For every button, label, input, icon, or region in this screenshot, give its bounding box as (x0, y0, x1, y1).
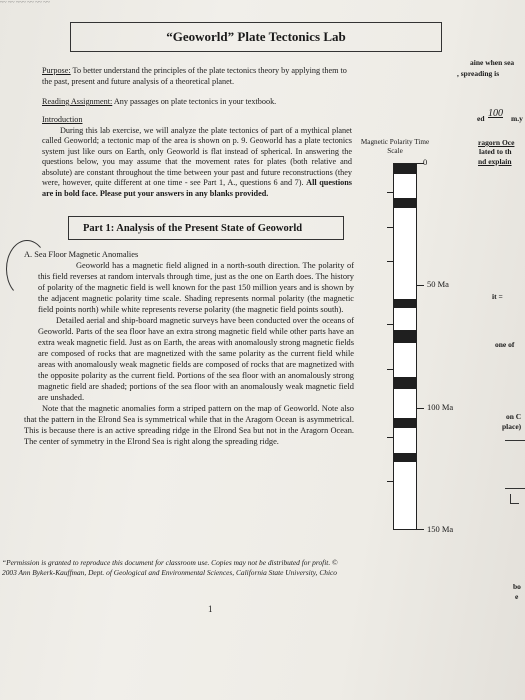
footer-line-1: “Permission is granted to reproduce this document for classroom use. Copies may not be distributed for profit. © (2, 558, 338, 567)
timescale-tick (417, 285, 424, 286)
reading-text: Any passages on plate tectonics in your textbook. (112, 97, 277, 106)
permission-footer (2, 558, 442, 578)
section-a-letter: A. (24, 250, 33, 259)
adjacent-page-text-2: , spreading is (457, 69, 500, 78)
section-a-para2: Detailed aerial and ship-board magnetic surveys have been conducted over the oceans of Geoworld. Parts of the sea floor have an extra strong magnetic field while other parts have an extra weak magnetic field. Just as on Earth, the areas with anomalously strong magnetic fields are composed of rocks that are magnetized with the same polarity as the current field while areas with anomalously weak magnetic fields are composed of rocks that are magnetized with the opposite polarity as the current field. Portions of the sea floor with an anomalously strong magnetic field are shaded; portions of the sea floor with an anomalously weak magnetic field are unshaded. (38, 316, 354, 402)
timescale-minor-tick (387, 227, 393, 228)
timescale-tick (417, 408, 424, 409)
introduction-bold-text: All questions are in bold face. Please put your answers in any blanks provided. (42, 178, 352, 198)
normal-polarity-band (394, 198, 416, 208)
title-text: “Geoworld” Plate Tectonics Lab (166, 29, 346, 44)
adjacent-page-text-1: aine when sea (470, 58, 515, 67)
normal-polarity-band (394, 377, 416, 389)
timescale-tick (417, 529, 424, 530)
purpose-paragraph (42, 66, 354, 87)
normal-polarity-band (394, 299, 416, 309)
section-a-heading: Sea Floor Magnetic Anomalies (34, 250, 139, 259)
adjacent-page-text-11: place) (502, 422, 522, 431)
timescale-tick-label: 150 Ma (427, 524, 454, 534)
adjacent-page-handwriting-100: 100 (488, 108, 503, 119)
purpose-label: Purpose: (42, 66, 71, 75)
timescale-tick-label: 50 Ma (427, 279, 449, 290)
section-a-para1: Geoworld has a magnetic field aligned in a north-south direction. The polarity of this field reverses at random intervals through time, just as the one on Earth does. The history of polarity of the magnetic field is well known for the past 150 million years and is shown by the adjacent magnetic polarity time scale. Shading represents normal polarity (the magnetic field points north) while white represents reverse polarity (the magnetic field points south). (38, 261, 354, 314)
adjacent-page-text-5: ragorn Oce (478, 138, 515, 147)
purpose-text: To better understand the principles of the plate tectonics theory by applying them to the past, present and future analysis of a theoretical planet. (42, 66, 347, 86)
adjacent-page-text-13: e (515, 592, 519, 601)
section-a-para3: Note that the magnetic anomalies form a striped pattern on the map of Geoworld. Note also that the pattern in the Elrond Sea is symmetrical while that in the Aragorn Ocean is asymmetrical. This is because there is an active spreading ridge in the Elrond Sea but not in the Aragorn Ocean. The center of symmetry in the Elrond Sea is right along the spreading ridge. (24, 404, 354, 446)
timescale-minor-tick (387, 261, 393, 262)
page-number: 1 (208, 604, 213, 614)
answer-line-1 (505, 440, 525, 441)
timescale-minor-tick (387, 481, 393, 482)
adjacent-page-text-9: one of (495, 340, 515, 349)
part1-heading (68, 216, 344, 240)
adjacent-page-text-4: m.y (511, 114, 523, 123)
introduction-section (42, 115, 352, 199)
footer-line-2: 2003 Ann Bykerk-Kauffman, Dept. of Geological and Environmental Sciences, California State University, Chico (2, 568, 337, 577)
normal-polarity-band (394, 330, 416, 342)
section-a-heading-line (24, 249, 354, 260)
introduction-text: During this lab exercise, we will analyze the plate tectonics of part of a mythical planet called Geoworld; a tectonic map of the area is shown on p. 9. Geoworld has a plate tectonics system just like ours on Earth, only Geoworld is flat instead of spherical. In answering the questions below, you may assume that the movement rates for plates (both relative and absolute) are constant throughout the time between your past and future reconstructions (they were, however, quite different at one time - see Part 1, A., questions 6 and 7). (42, 125, 352, 187)
handwriting-mark (510, 494, 519, 504)
adjacent-page-text-6: lated to th (479, 147, 512, 156)
reading-label: Reading Assignment: (42, 97, 113, 106)
timescale-minor-tick (387, 324, 393, 325)
normal-polarity-band (394, 453, 416, 463)
adjacent-page-text-8: it = (492, 292, 503, 301)
adjacent-page-text-3: ed (477, 114, 485, 123)
timescale-minor-tick (387, 437, 393, 438)
part1-heading-text: Part 1: Analysis of the Present State of Geoworld (83, 222, 303, 234)
top-bleed-text: ~~ ~~ ~~~ ~~ ~~ ~~ (0, 0, 50, 6)
timescale-minor-tick (387, 192, 393, 193)
adjacent-page-text-7: nd explain (478, 157, 512, 166)
normal-polarity-band (394, 418, 416, 428)
introduction-heading: Introduction (42, 115, 83, 124)
timescale-tick-label: 100 Ma (427, 401, 454, 412)
reading-paragraph (42, 97, 354, 108)
timescale-tick-label: 0 (423, 157, 428, 167)
timescale-minor-tick (387, 369, 393, 370)
answer-line-2 (505, 488, 525, 489)
adjacent-page-text-10: on C (506, 412, 522, 421)
adjacent-page-text-12: bo (513, 582, 521, 591)
polarity-time-scale (393, 163, 417, 530)
section-a (24, 249, 354, 447)
page-title (70, 22, 442, 52)
timescale-title: Magnetic Polarity Time Scale (360, 138, 430, 155)
normal-polarity-band (394, 164, 416, 174)
